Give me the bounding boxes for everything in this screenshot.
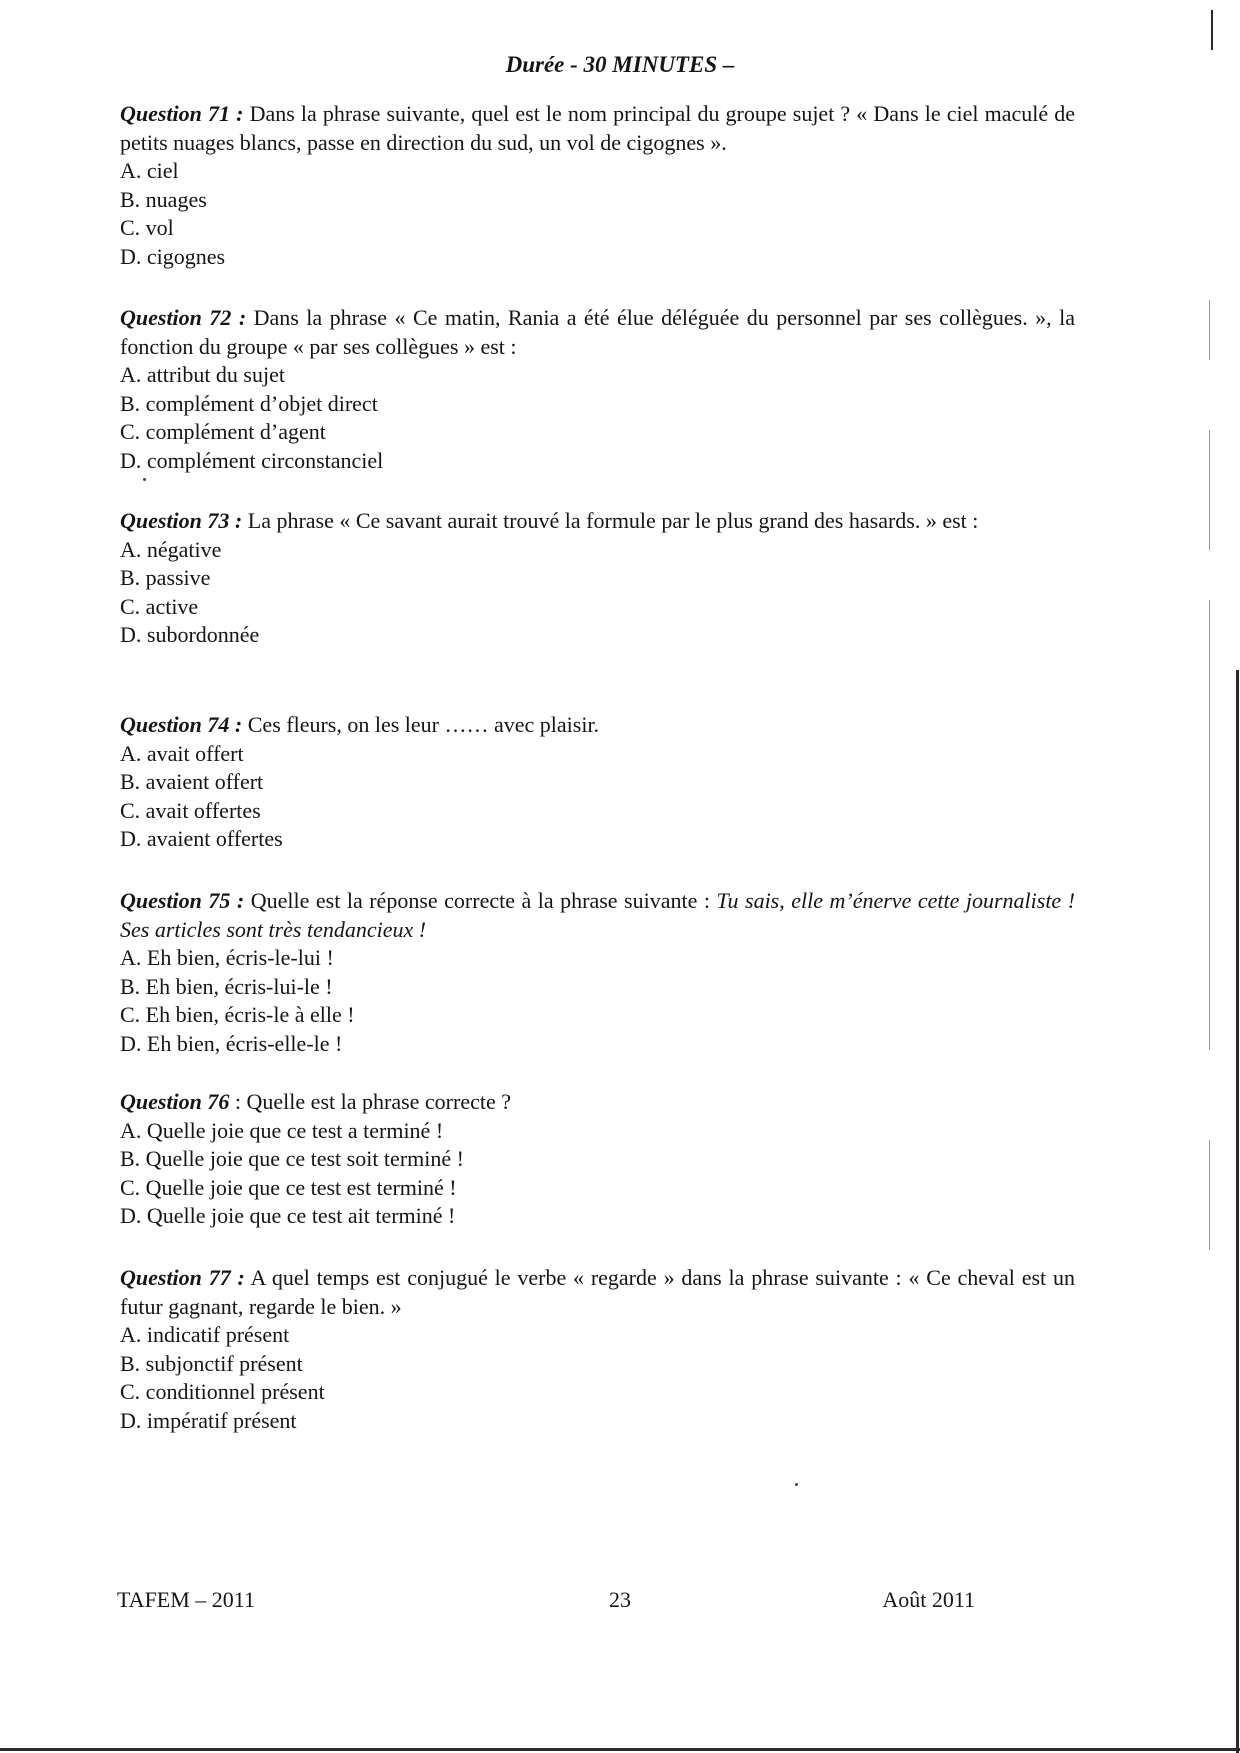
question-label: Question 75 : <box>120 888 245 913</box>
question-label: Question 73 : <box>120 508 243 533</box>
question-stem <box>120 100 1075 157</box>
scan-dot <box>143 478 146 481</box>
answer-option: C. Quelle joie que ce test est terminé ! <box>120 1174 457 1200</box>
answer-option: C. avait offertes <box>120 797 261 823</box>
answer-option: C. vol <box>120 215 174 240</box>
answer-option: C. active <box>120 593 199 619</box>
scan-mark <box>1209 430 1210 550</box>
question-stem <box>120 887 1075 944</box>
scan-mark <box>1211 10 1213 50</box>
question-text: Ces fleurs, on les leur …… avec plaisir. <box>247 712 600 737</box>
answer-option: D. cigognes <box>120 243 226 269</box>
question-text: Dans la phrase suivante, quel est le nom principal du groupe sujet ? « Dans le ciel maculé de petits nuages blancs, passe en direction du sud, un vol de cigognes ». <box>120 101 1075 155</box>
question-73 <box>120 507 1075 650</box>
answer-option: A. Quelle joie que ce test a terminé ! <box>120 1117 444 1143</box>
question-stem <box>120 711 1075 740</box>
answer-option: B. avaient offert <box>120 769 264 794</box>
answer-option: B. Quelle joie que ce test soit terminé ! <box>120 1146 464 1171</box>
question-label: Question 74 : <box>120 712 243 737</box>
question-72 <box>120 304 1075 475</box>
question-stem <box>120 507 1075 536</box>
question-77 <box>120 1264 1075 1435</box>
footer-page-number: 23 <box>609 1587 631 1612</box>
answer-option: C. complément d’agent <box>120 419 326 444</box>
page-header-duration: Durée - 30 MINUTES – <box>505 52 735 77</box>
quoted-sentence: Tu sais, elle m’énerve cette journaliste ! Ses articles sont très tendancieux ! <box>120 888 1076 942</box>
scan-mark <box>1209 1140 1210 1250</box>
answer-options <box>120 944 1075 1058</box>
answer-option: C. conditionnel présent <box>120 1379 325 1404</box>
answer-options <box>120 1117 1075 1231</box>
question-text: Quelle est la réponse correcte à la phrase suivante : <box>250 888 710 913</box>
question-text: A quel temps est conjugué le verbe « regarde » dans la phrase suivante : « Ce cheval est un futur gagnant, regarde le bien. » <box>120 1265 1075 1319</box>
answer-option: B. complément d’objet direct <box>120 390 378 416</box>
footer-date: Août 2011 <box>882 1587 975 1612</box>
answer-option: D. impératif présent <box>120 1407 297 1433</box>
scan-mark <box>1209 600 1210 1050</box>
question-stem <box>120 1264 1075 1321</box>
scan-edge-right <box>1236 670 1239 1753</box>
question-text: : Quelle est la phrase correcte ? <box>234 1089 511 1114</box>
footer-exam-name: TAFEM – 2011 <box>117 1587 255 1612</box>
answer-option: B. nuages <box>120 186 207 212</box>
answer-option: A. négative <box>120 536 222 562</box>
question-text: Dans la phrase « Ce matin, Rania a été élue déléguée du personnel par ses collègues. », la fonction du groupe « par ses collègues » est : <box>120 305 1075 359</box>
scan-edge-bottom <box>0 1748 1240 1751</box>
scan-mark <box>1209 300 1210 360</box>
question-text: La phrase « Ce savant aurait trouvé la formule par le plus grand des hasards. » est : <box>247 508 979 533</box>
answer-option: A. attribut du sujet <box>120 362 285 387</box>
question-label: Question 77 : <box>120 1265 245 1290</box>
answer-option: A. avait offert <box>120 740 244 766</box>
question-74 <box>120 711 1075 854</box>
answer-option: A. indicatif présent <box>120 1322 290 1347</box>
question-label: Question 72 : <box>120 305 247 330</box>
answer-option: D. avaient offertes <box>120 826 283 851</box>
answer-options <box>120 157 1075 271</box>
answer-option: D. subordonnée <box>120 622 260 647</box>
question-label: Question 76 <box>120 1089 230 1114</box>
answer-option: C. Eh bien, écris-le à elle ! <box>120 1002 355 1027</box>
scan-dot <box>795 1483 798 1486</box>
answer-option: B. passive <box>120 565 211 590</box>
question-71 <box>120 100 1075 271</box>
answer-option: A. ciel <box>120 158 179 183</box>
answer-options <box>120 1321 1075 1435</box>
answer-option: B. Eh bien, écris-lui-le ! <box>120 973 333 999</box>
answer-option: D. Eh bien, écris-elle-le ! <box>120 1030 343 1056</box>
answer-options <box>120 361 1075 475</box>
answer-option: A. Eh bien, écris-le-lui ! <box>120 945 334 970</box>
question-stem <box>120 1088 1075 1117</box>
answer-options <box>120 740 1075 854</box>
answer-option: B. subjonctif présent <box>120 1350 303 1376</box>
answer-option: D. Quelle joie que ce test ait terminé ! <box>120 1203 456 1228</box>
question-76 <box>120 1088 1075 1231</box>
question-stem <box>120 304 1075 361</box>
answer-option: D. complément circonstanciel <box>120 447 384 473</box>
question-label: Question 71 : <box>120 101 244 126</box>
answer-options <box>120 536 1075 650</box>
question-75 <box>120 887 1075 1058</box>
